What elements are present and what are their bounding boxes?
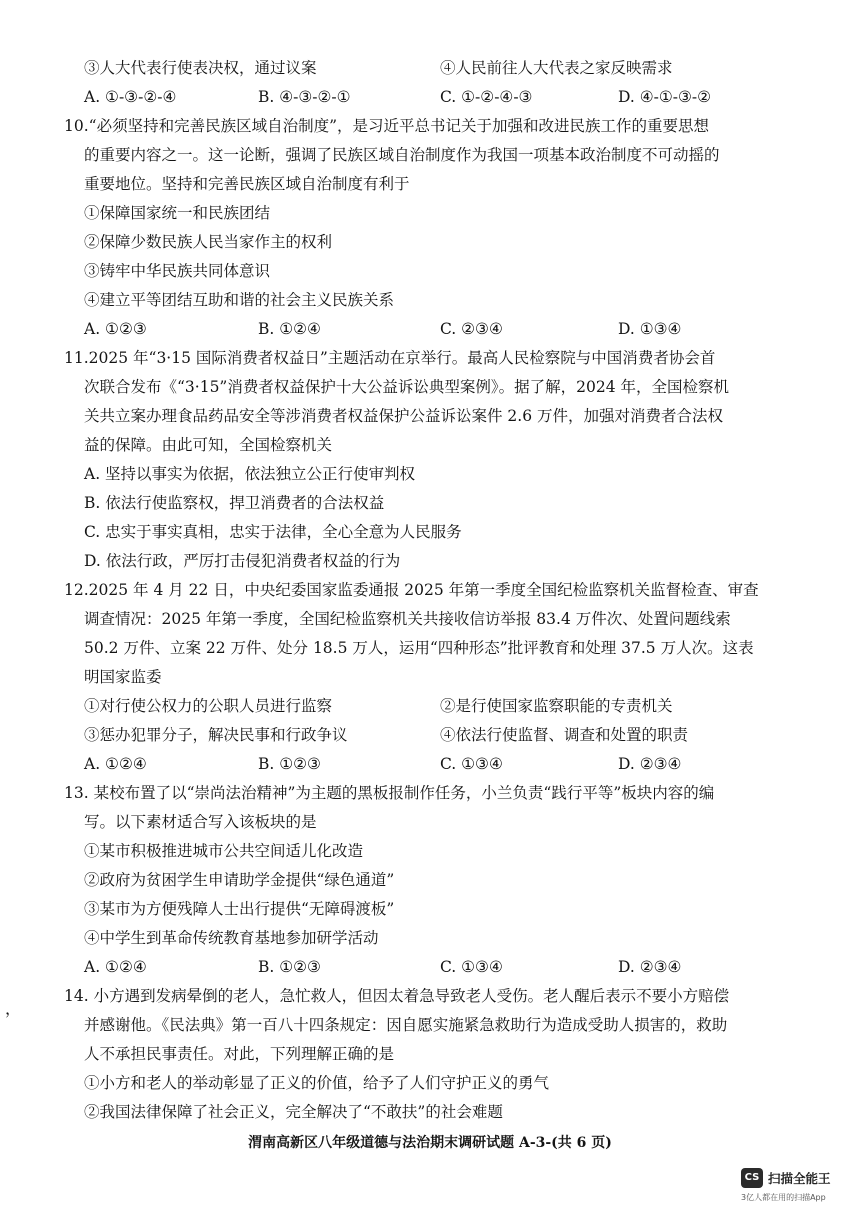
q9-choice-b: B. ④-③-②-① — [258, 88, 351, 106]
q10-stem-line-1: 10.“必须坚持和完善民族区域自治制度”，是习近平总书记关于加强和改进民族工作的重要思想 — [64, 117, 710, 135]
q10-stem-line-3: 重要地位。坚持和完善民族区域自治制度有利于 — [84, 175, 410, 193]
q9-choice-a: A. ①-③-②-④ — [84, 88, 177, 106]
q10-stem-line-2: 的重要内容之一。这一论断，强调了民族区域自治制度作为我国一项基本政治制度不可动摇的 — [84, 146, 720, 164]
q10-choice-a: A. ①②③ — [84, 320, 147, 338]
q10-item-1: ①保障国家统一和民族团结 — [84, 204, 271, 222]
q10-choice-b: B. ①②④ — [258, 320, 321, 338]
q14-item-1: ①小方和老人的举动彰显了正义的价值，给予了人们守护正义的勇气 — [84, 1074, 550, 1092]
camscanner-tagline: 3亿人都在用的扫描App — [741, 1193, 826, 1202]
q13-item-4: ④中学生到革命传统教育基地参加研学活动 — [84, 929, 379, 947]
q13-stem-line-2: 写。以下素材适合写入该板块的是 — [84, 813, 317, 831]
q10-item-3: ③铸牢中华民族共同体意识 — [84, 262, 271, 280]
q9-option-3: ③人大代表行使表决权，通过议案 — [84, 59, 317, 77]
q12-stem-line-2: 调查情况：2025 年第一季度，全国纪检监察机关共接收信访举报 83.4 万件次、处置问题线索 — [84, 610, 731, 628]
q11-stem-line-3: 关共立案办理食品药品安全等涉消费者权益保护公益诉讼案件 2.6 万件，加强对消费者合法权 — [84, 407, 724, 425]
q12-item-2: ②是行使国家监察职能的专责机关 — [440, 697, 673, 715]
q13-item-3: ③某市为方便残障人士出行提供“无障碍渡板” — [84, 900, 395, 918]
q9-choice-c: C. ①-②-④-③ — [440, 88, 533, 106]
q12-item-1: ①对行使公权力的公职人员进行监察 — [84, 697, 333, 715]
q12-choice-a: A. ①②④ — [84, 755, 147, 773]
q13-choice-c: C. ①③④ — [440, 958, 503, 976]
stray-comma-mark: ， — [5, 999, 22, 1018]
camscanner-name: 扫描全能王 — [768, 1171, 831, 1186]
q14-stem-line-1: 14. 小方遇到发病晕倒的老人，急忙救人，但因太着急导致老人受伤。老人醒后表示不要小方赔偿 — [64, 987, 730, 1005]
q14-item-2: ②我国法律保障了社会正义，完全解决了“不敢扶”的社会难题 — [84, 1103, 503, 1121]
q13-stem-line-1: 13. 某校布置了以“崇尚法治精神”为主题的黑板报制作任务，小兰负责“践行平等”板块内容的编 — [64, 784, 715, 802]
q13-choice-d: D. ②③④ — [618, 958, 682, 976]
q12-item-4: ④依法行使监督、调查和处置的职责 — [440, 726, 689, 744]
page-footer: 渭南高新区八年级道德与法治期末调研试题 A-3-(共 6 页) — [248, 1135, 612, 1151]
q10-choice-d: D. ①③④ — [618, 320, 682, 338]
q11-option-b: B. 依法行使监察权，捍卫消费者的合法权益 — [84, 494, 385, 512]
q12-choice-d: D. ②③④ — [618, 755, 682, 773]
q13-item-2: ②政府为贫困学生申请助学金提供“绿色通道” — [84, 871, 395, 889]
q12-stem-line-4: 明国家监委 — [84, 668, 162, 686]
q12-choice-b: B. ①②③ — [258, 755, 321, 773]
q14-stem-line-2: 并感谢他。《民法典》第一百八十四条规定：因自愿实施紧急救助行为造成受助人损害的，救助 — [84, 1016, 728, 1034]
q13-choice-b: B. ①②③ — [258, 958, 321, 976]
q11-option-a: A. 坚持以事实为依据，依法独立公正行使审判权 — [84, 465, 416, 483]
q10-item-4: ④建立平等团结互助和谐的社会主义民族关系 — [84, 291, 395, 309]
q13-item-1: ①某市积极推进城市公共空间适儿化改造 — [84, 842, 364, 860]
q10-choice-c: C. ②③④ — [440, 320, 503, 338]
q12-choice-c: C. ①③④ — [440, 755, 503, 773]
q9-option-4: ④人民前往人大代表之家反映需求 — [440, 59, 673, 77]
q12-stem-line-3: 50.2 万件、立案 22 万件、处分 18.5 万人，运用“四种形态”批评教育和处理 37.5 万人次。这表 — [84, 639, 754, 657]
q10-item-2: ②保障少数民族人民当家作主的权利 — [84, 233, 333, 251]
q9-choice-d: D. ④-①-③-② — [618, 88, 712, 106]
q11-stem-line-4: 益的保障。由此可知，全国检察机关 — [84, 436, 333, 454]
q13-choice-a: A. ①②④ — [84, 958, 147, 976]
q12-item-3: ③惩办犯罪分子，解决民事和行政争议 — [84, 726, 348, 744]
camscanner-logo-icon: CS — [741, 1168, 763, 1188]
q11-stem-line-2: 次联合发布《“3·15”消费者权益保护十大公益诉讼典型案例》。据了解，2024 年，全国检察机 — [84, 378, 729, 396]
q11-option-c: C. 忠实于事实真相，忠实于法律，全心全意为人民服务 — [84, 523, 462, 541]
q12-stem-line-1: 12.2025 年 4 月 22 日，中央纪委国家监委通报 2025 年第一季度全国纪检监察机关监督检查、审查 — [64, 581, 759, 599]
q14-stem-line-3: 人不承担民事责任。对此，下列理解正确的是 — [84, 1045, 395, 1063]
q11-option-d: D. 依法行政，严厉打击侵犯消费者权益的行为 — [84, 552, 401, 570]
q11-stem-line-1: 11.2025 年“3·15 国际消费者权益日”主题活动在京举行。最高人民检察院与中国消费者协会首 — [64, 349, 716, 367]
